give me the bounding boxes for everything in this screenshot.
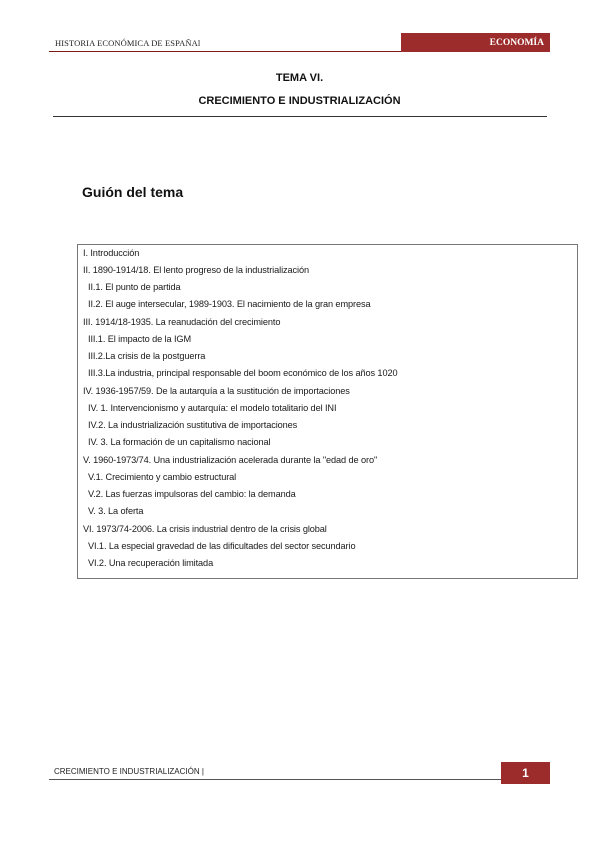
toc-item: III.3.La industria, principal responsable del boom económico de los años 1020 bbox=[88, 368, 398, 378]
section-heading: Guión del tema bbox=[82, 184, 184, 200]
page-number: 1 bbox=[501, 762, 550, 784]
book-title: HISTORIA ECONÓMICA DE ESPAÑAl bbox=[55, 38, 201, 48]
toc-item: VI.1. La especial gravedad de las dificultades del sector secundario bbox=[88, 541, 356, 551]
toc-item: II.2. El auge intersecular, 1989-1903. El nacimiento de la gran empresa bbox=[88, 299, 371, 309]
header-rule bbox=[49, 51, 401, 52]
toc-item: II. 1890-1914/18. El lento progreso de la industrialización bbox=[83, 265, 309, 275]
toc-item: III. 1914/18-1935. La reanudación del crecimiento bbox=[83, 317, 281, 327]
title-rule bbox=[53, 116, 547, 117]
toc-item: I. Introducción bbox=[83, 248, 140, 258]
toc-item: IV. 1936-1957/59. De la autarquía a la sustitución de importaciones bbox=[83, 386, 350, 396]
subject-badge: ECONOMÍA bbox=[401, 33, 550, 52]
toc-item: III.1. El impacto de la IGM bbox=[88, 334, 191, 344]
toc-item: V.1. Crecimiento y cambio estructural bbox=[88, 472, 237, 482]
toc-item: IV.2. La industrialización sustitutiva de importaciones bbox=[88, 420, 298, 430]
toc-item: V.2. Las fuerzas impulsoras del cambio: la demanda bbox=[88, 489, 296, 499]
toc-item: II.1. El punto de partida bbox=[88, 282, 181, 292]
toc-item: VI.2. Una recuperación limitada bbox=[88, 558, 214, 568]
toc-item: V. 3. La oferta bbox=[88, 506, 144, 516]
toc-item: III.2.La crisis de la postguerra bbox=[88, 351, 206, 361]
footer-chapter-title: CRECIMIENTO E INDUSTRIALIZACIÓN | bbox=[54, 767, 204, 776]
toc-item: IV. 1. Intervencionismo y autarquía: el modelo totalitario del INI bbox=[88, 403, 337, 413]
toc-item: V. 1960-1973/74. Una industrialización acelerada durante la "edad de oro" bbox=[83, 455, 378, 465]
toc-item: VI. 1973/74-2006. La crisis industrial dentro de la crisis global bbox=[83, 524, 327, 534]
toc-item: IV. 3. La formación de un capitalismo nacional bbox=[88, 437, 271, 447]
chapter-title: CRECIMIENTO E INDUSTRIALIZACIÓN bbox=[198, 95, 401, 107]
chapter-number: TEMA VI. bbox=[275, 72, 324, 84]
footer-rule bbox=[49, 779, 501, 780]
table-of-contents bbox=[77, 244, 578, 579]
